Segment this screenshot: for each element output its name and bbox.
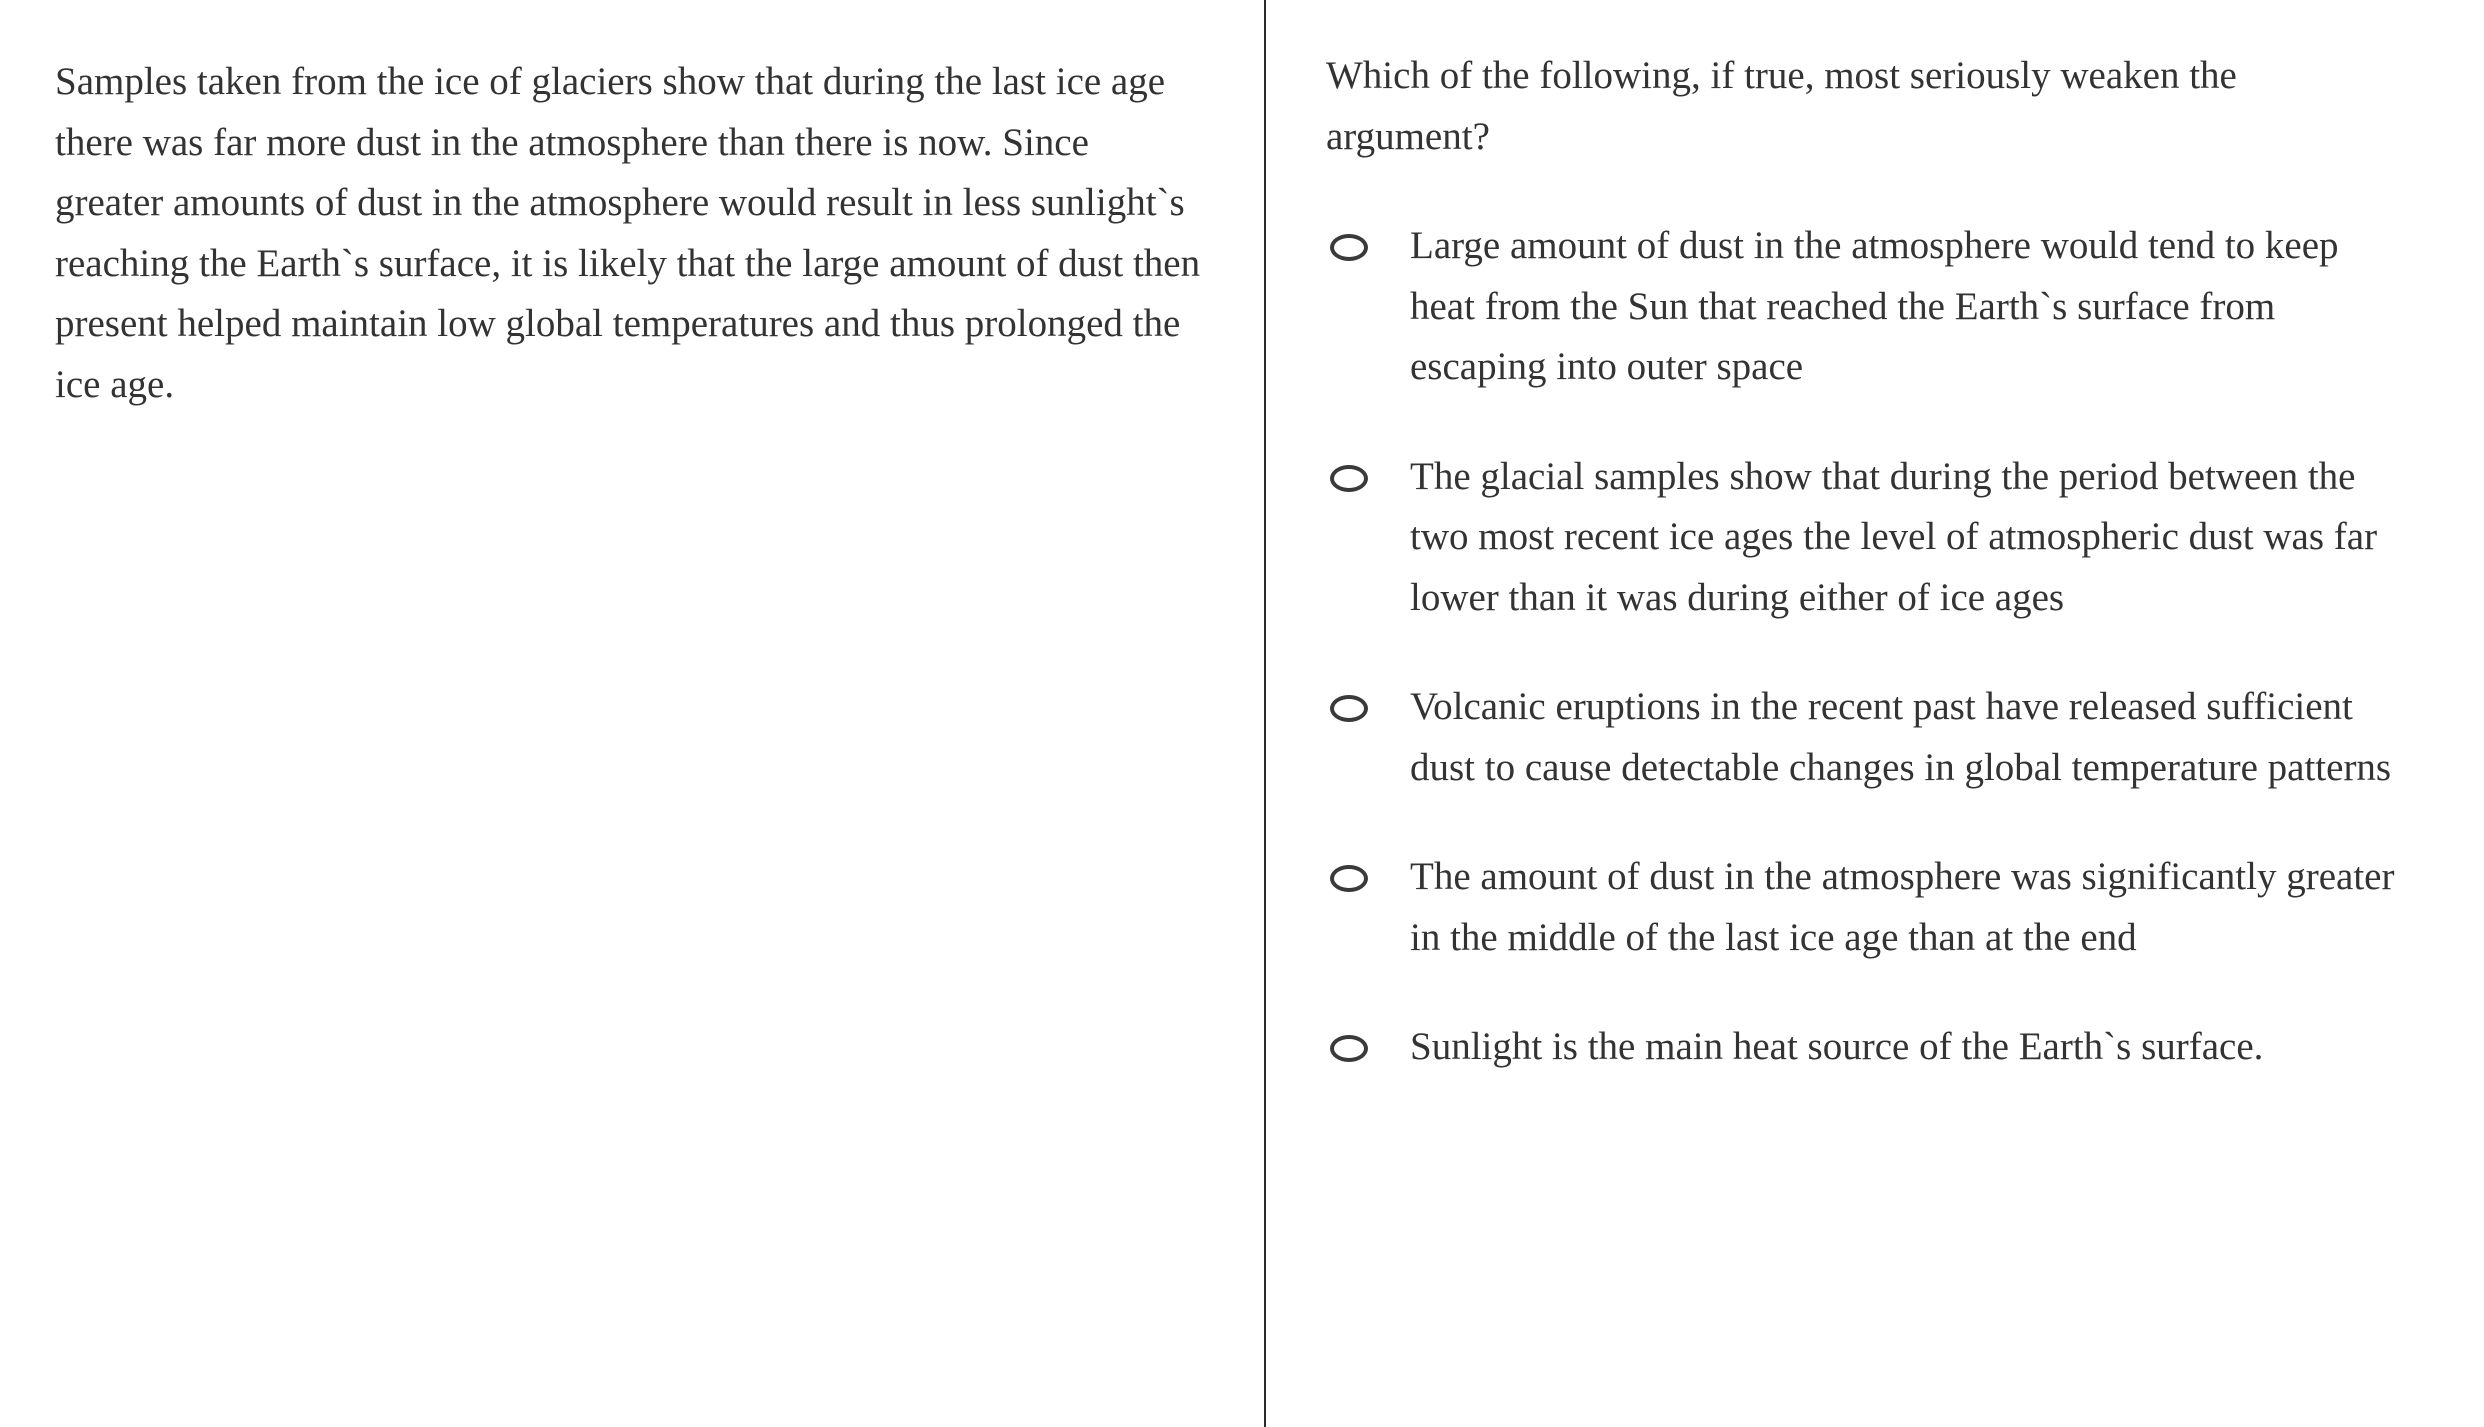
answer-option-label: Sunlight is the main heat source of the Earth`s surface. [1410,1025,2264,1068]
answer-option-label: The glacial samples show that during the period between the two most recent ice ages the level of atmospheric dust was far lower than it was during either of ice ages [1410,454,2378,619]
radio-button-icon[interactable] [1330,465,1368,492]
answer-option-c[interactable] [1326,677,2464,798]
question-pane [1266,0,2484,1427]
question-stem: Which of the following, if true, most seriously weaken the argument? [1326,54,2237,158]
answer-option-label: Large amount of dust in the atmosphere would tend to keep heat from the Sun that reached the Earth`s surface from escaping into outer space [1410,224,2339,388]
passage-text: Samples taken from the ice of glaciers show that during the last ice age there was far more dust in the atmosphere than there is now. Since greater amounts of dust in the atmosphere would result in less sunlight`s reaching the Earth`s surface, it is likely that the large amount of dust then present helped maintain low global temperatures and thus prolonged the ice age. [55,60,1201,406]
answer-option-label: Volcanic eruptions in the recent past have released sufficient dust to cause detectable changes in global temperature patterns [1410,685,2392,789]
answer-option-b[interactable] [1326,447,2464,629]
radio-button-icon[interactable] [1330,695,1368,722]
answer-option-d[interactable] [1326,847,2464,968]
answer-options [1326,216,2464,1078]
answer-option-e[interactable] [1326,1017,2464,1078]
answer-option-a[interactable] [1326,216,2464,398]
answer-option-label: The amount of dust in the atmosphere was significantly greater in the middle of the last ice age than at the end [1410,855,2395,959]
radio-button-icon[interactable] [1330,865,1368,892]
radio-button-icon[interactable] [1330,1035,1368,1062]
radio-button-icon[interactable] [1330,234,1368,261]
